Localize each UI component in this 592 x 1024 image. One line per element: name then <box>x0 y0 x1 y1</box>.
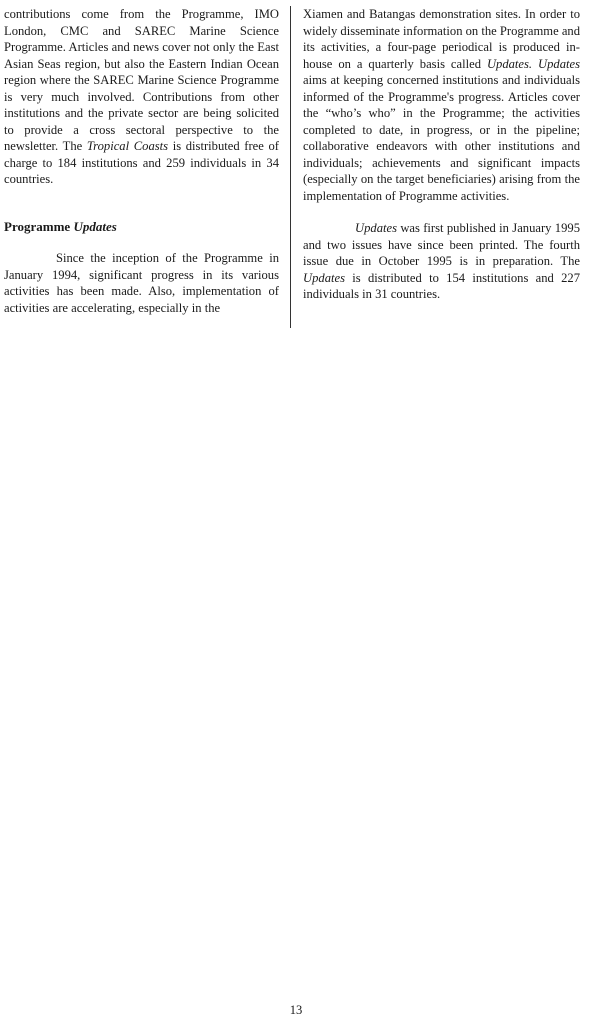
paragraph-text: is distributed free of charge to 184 institutions and 259 individuals in 34 countries. <box>4 139 279 186</box>
paragraph-dissemination <box>303 6 580 204</box>
paragraph-text: contributions come from the Programme, IMO London, CMC and SAREC Marine Science Programme. Articles and news cover not only the East Asian Seas region, but also the Eastern Indian Ocean region where the SAREC Marine Science Programme is very much involved. Contributions from other institutions and the private sector are being solicited to provide a cross sectoral perspective to the newsletter. The <box>4 7 279 153</box>
section-heading <box>4 219 279 236</box>
publication-title: Updates. <box>486 56 533 71</box>
publication-title: Updates <box>303 270 345 285</box>
right-column <box>303 6 580 303</box>
paragraph-contributions <box>4 6 279 188</box>
heading-text: Programme <box>4 218 74 234</box>
column-divider <box>290 6 291 328</box>
paragraph-text: is distributed to 154 institutions and 227 individuals in 31 countries. <box>303 270 580 301</box>
page-number: 13 <box>289 1003 303 1017</box>
paragraph-publication <box>303 220 580 303</box>
heading-italic-text: Updates <box>73 218 117 234</box>
publication-title: Tropical Coasts <box>86 139 169 153</box>
publication-title: Updates <box>355 221 397 235</box>
paragraph-text: Xiamen and Batangas demonstration sites. In order to widely disseminate information on the Programme and its activities, a four-page periodical is produced in-house on a quarterly basis called <box>303 7 581 71</box>
paragraph-text: was first published in January 1995 and two issues have since been printed. The fourth issue due in October 1995 is in preparation. The <box>303 221 580 268</box>
publication-title: Updates <box>538 56 580 71</box>
left-column <box>4 6 279 316</box>
paragraph-text: aims at keeping concerned institutions and individuals informed of the Programme's progress. Articles cover the “who’s who” in the Programme; the activities completed to date, in progress, or in the pipeline; collaborative endeavors with other institutions and individuals; achievements and significant impacts (especially on the target beneficiaries) arising from the implementation of Programme activities. <box>303 73 580 203</box>
paragraph-inception: Since the inception of the Programme in January 1994, significant progress in its various activities has been made. Also, implementation of activities are accelerating, especially in the <box>4 251 279 315</box>
